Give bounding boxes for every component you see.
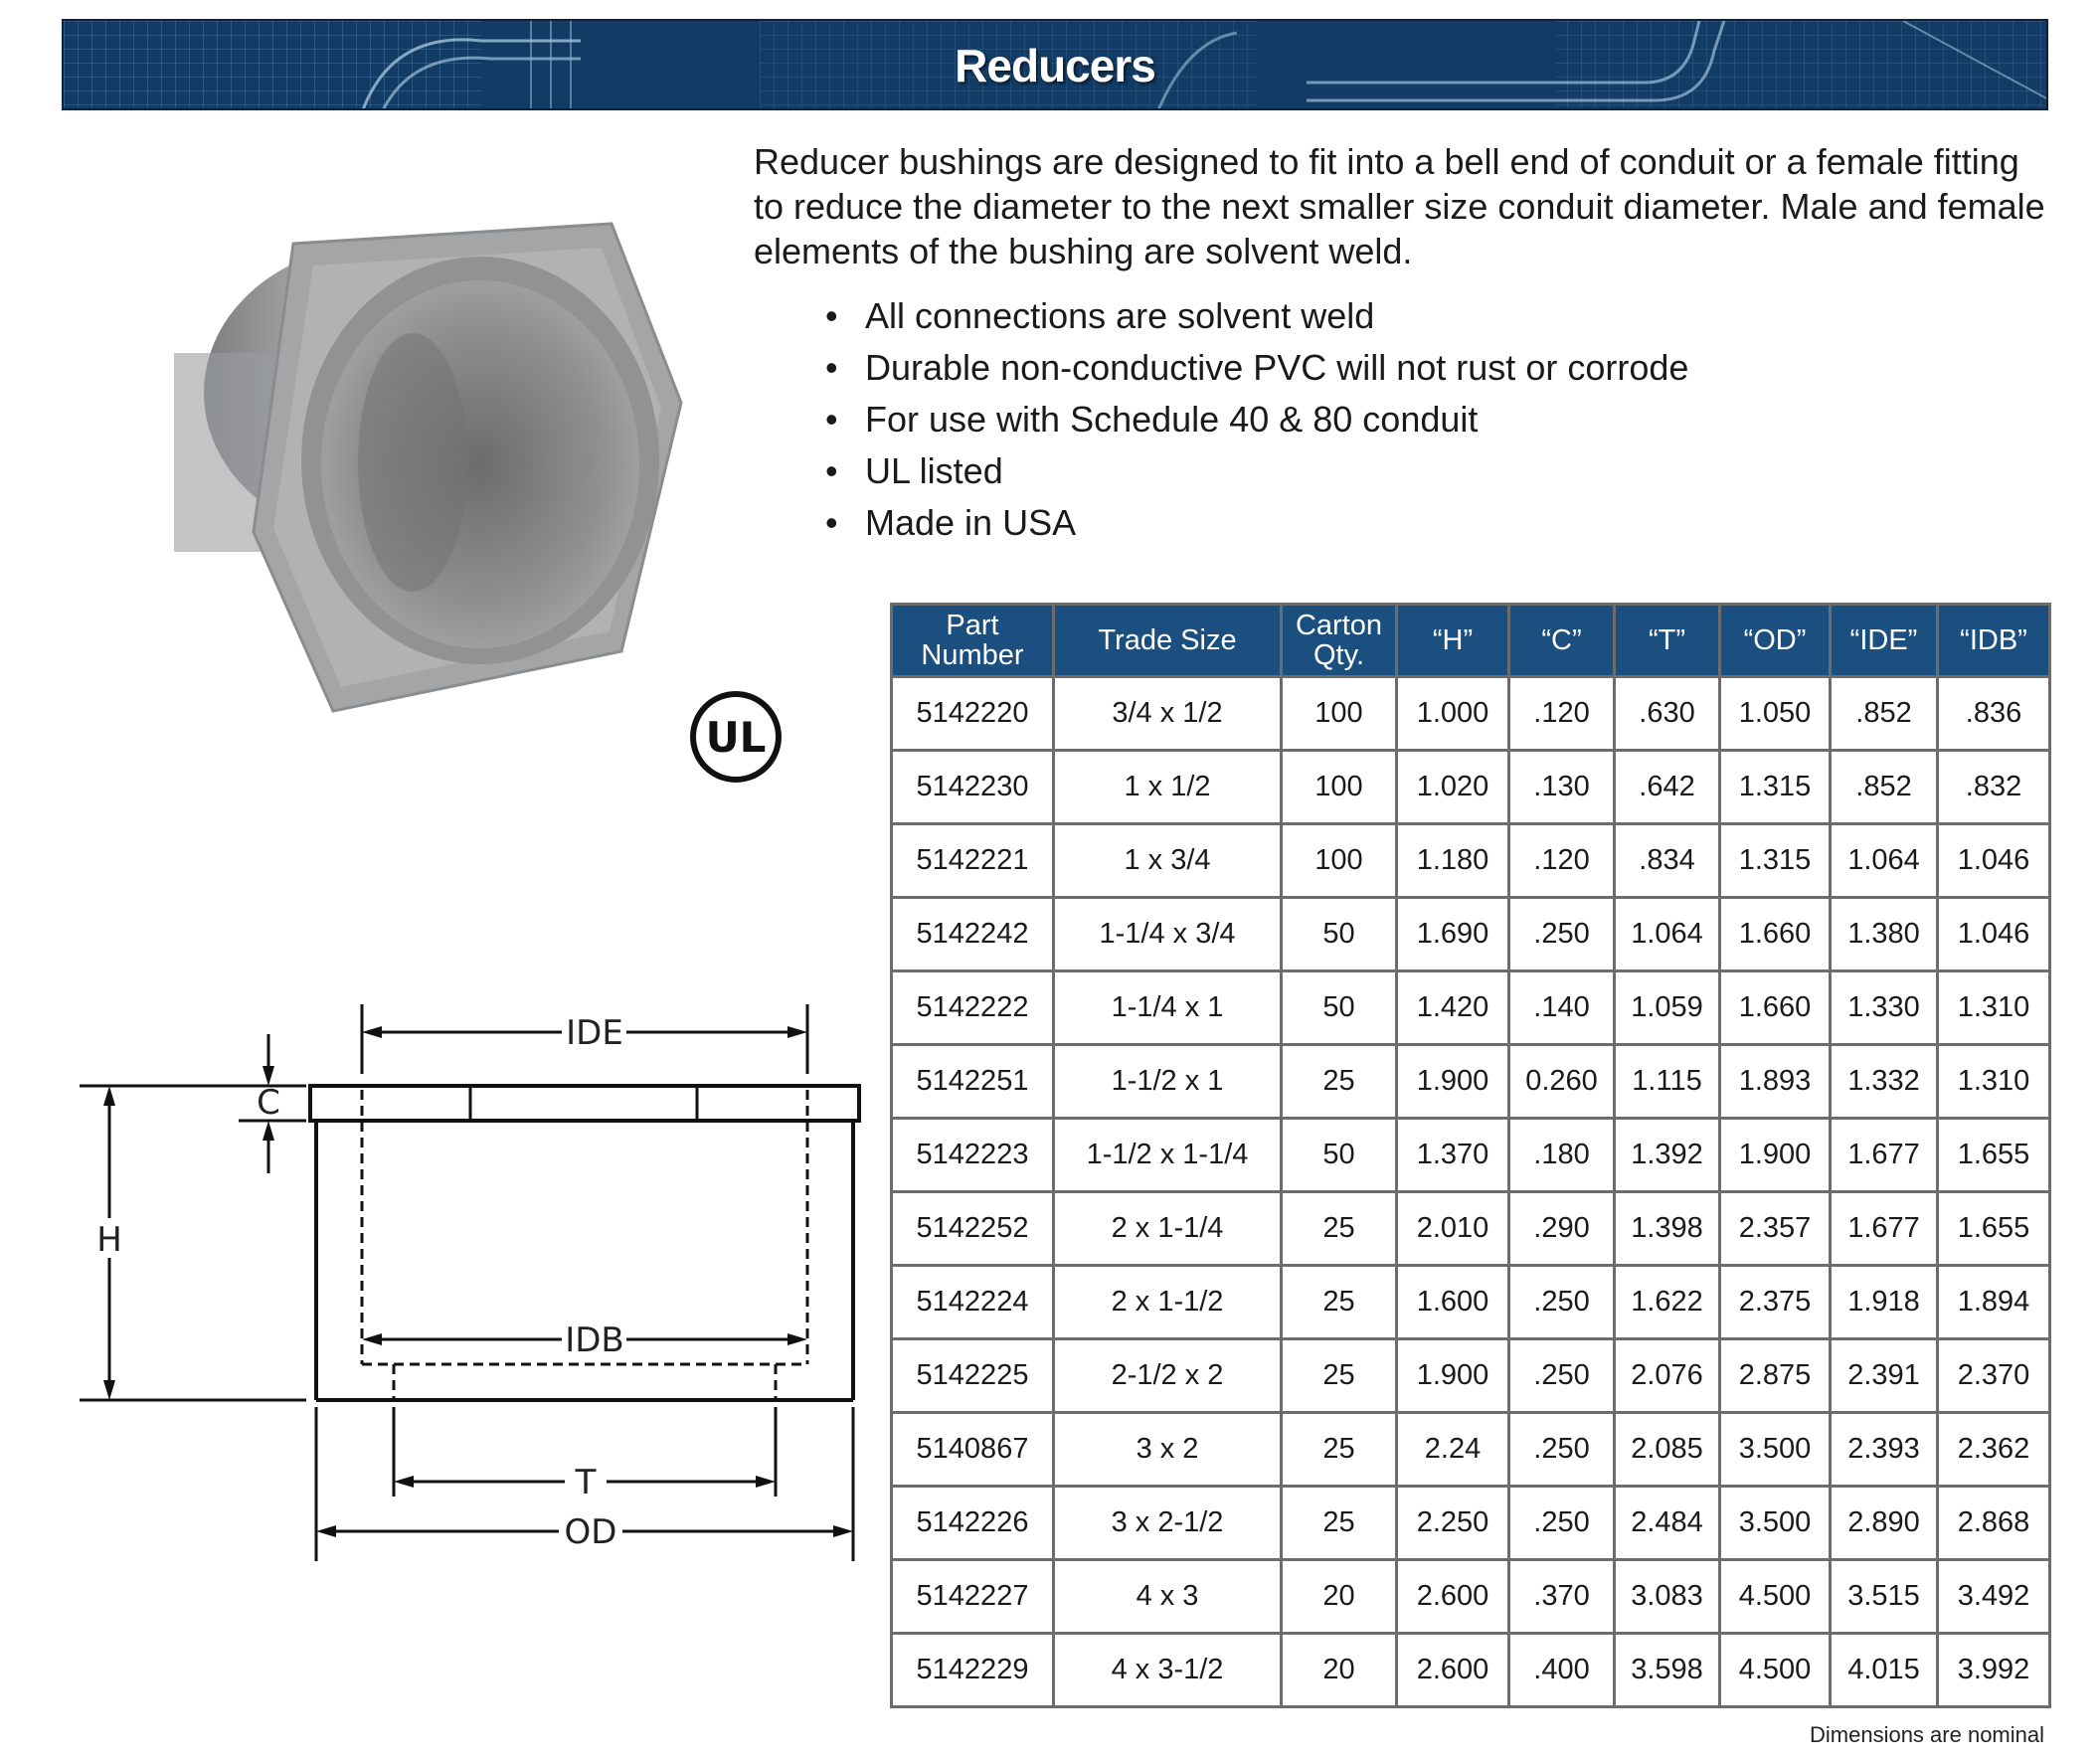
table-cell: 2.076: [1615, 1339, 1720, 1413]
c-label: C: [257, 1083, 280, 1123]
table-cell: 5142224: [892, 1266, 1054, 1339]
table-cell: 1.000: [1397, 677, 1509, 751]
feature-item: • For use with Schedule 40 & 80 conduit: [825, 394, 1688, 445]
table-cell: .370: [1509, 1560, 1615, 1634]
table-cell: 1.046: [1938, 898, 2050, 971]
table-cell: 1.398: [1615, 1192, 1720, 1266]
table-cell: 1.894: [1938, 1266, 2050, 1339]
table-cell: 1-1/4 x 1: [1054, 971, 1282, 1045]
table-cell: 4.500: [1720, 1560, 1831, 1634]
table-cell: 1.050: [1720, 677, 1831, 751]
table-cell: .180: [1509, 1119, 1615, 1192]
table-cell: 2.600: [1397, 1560, 1509, 1634]
table-cell: 2.24: [1397, 1413, 1509, 1487]
table-cell: 1.600: [1397, 1266, 1509, 1339]
table-cell: 25: [1282, 1487, 1397, 1560]
table-body: [892, 677, 2050, 1707]
table-cell: 5142251: [892, 1045, 1054, 1119]
table-cell: 5142222: [892, 971, 1054, 1045]
table-cell: 50: [1282, 898, 1397, 971]
table-cell: 1.655: [1938, 1192, 2050, 1266]
table-cell: 1.315: [1720, 824, 1831, 898]
table-cell: 1.900: [1397, 1339, 1509, 1413]
table-cell: 4.015: [1831, 1634, 1938, 1707]
column-header: “IDB”: [1938, 605, 2050, 677]
table-cell: 3.083: [1615, 1560, 1720, 1634]
table-row: [892, 1192, 2050, 1266]
column-header: “C”: [1509, 605, 1615, 677]
table-cell: 25: [1282, 1413, 1397, 1487]
table-cell: 3.500: [1720, 1413, 1831, 1487]
dimension-diagram: [70, 994, 865, 1591]
table-cell: .630: [1615, 677, 1720, 751]
table-cell: 2.391: [1831, 1339, 1938, 1413]
table-cell: .120: [1509, 677, 1615, 751]
table-header-row: [892, 605, 2050, 677]
feature-item: • Durable non-conductive PVC will not rust or corrode: [825, 342, 1688, 394]
table-cell: 2 x 1-1/4: [1054, 1192, 1282, 1266]
table-cell: 2.357: [1720, 1192, 1831, 1266]
h-label: H: [96, 1220, 122, 1260]
table-cell: .250: [1509, 1487, 1615, 1560]
table-cell: 2.010: [1397, 1192, 1509, 1266]
table-cell: 1.046: [1938, 824, 2050, 898]
table-cell: 5142225: [892, 1339, 1054, 1413]
table-cell: 20: [1282, 1560, 1397, 1634]
table-cell: .130: [1509, 751, 1615, 824]
table-cell: 1.332: [1831, 1045, 1938, 1119]
table-cell: .290: [1509, 1192, 1615, 1266]
table-row: [892, 1487, 2050, 1560]
table-cell: 2.393: [1831, 1413, 1938, 1487]
table-cell: .250: [1509, 1266, 1615, 1339]
table-cell: 1.059: [1615, 971, 1720, 1045]
table-row: [892, 824, 2050, 898]
table-row: [892, 971, 2050, 1045]
table-cell: 1.064: [1831, 824, 1938, 898]
table-row: [892, 1339, 2050, 1413]
table-cell: .250: [1509, 1413, 1615, 1487]
table-cell: 1 x 3/4: [1054, 824, 1282, 898]
table-cell: 2.875: [1720, 1339, 1831, 1413]
table-cell: 3.500: [1720, 1487, 1831, 1560]
table-cell: 1.180: [1397, 824, 1509, 898]
table-cell: 2.375: [1720, 1266, 1831, 1339]
table-cell: 100: [1282, 824, 1397, 898]
table-cell: 1.420: [1397, 971, 1509, 1045]
dimensions-note: Dimensions are nominal: [1810, 1722, 2044, 1747]
table-cell: 5142221: [892, 824, 1054, 898]
table-cell: 3.515: [1831, 1560, 1938, 1634]
table-cell: 25: [1282, 1339, 1397, 1413]
table-row: [892, 898, 2050, 971]
table-cell: 20: [1282, 1634, 1397, 1707]
table-cell: 4 x 3-1/2: [1054, 1634, 1282, 1707]
table-cell: 3/4 x 1/2: [1054, 677, 1282, 751]
table-cell: 1-1/2 x 1-1/4: [1054, 1119, 1282, 1192]
table-cell: 1.315: [1720, 751, 1831, 824]
column-header: “H”: [1397, 605, 1509, 677]
table-cell: 5142226: [892, 1487, 1054, 1560]
table-row: [892, 1045, 2050, 1119]
table-cell: .832: [1938, 751, 2050, 824]
table-cell: 2-1/2 x 2: [1054, 1339, 1282, 1413]
table-cell: 3 x 2: [1054, 1413, 1282, 1487]
table-cell: 2.370: [1938, 1339, 2050, 1413]
table-cell: 1-1/4 x 3/4: [1054, 898, 1282, 971]
ul-logo: [688, 689, 784, 785]
table-cell: 50: [1282, 1119, 1397, 1192]
table-cell: 1.115: [1615, 1045, 1720, 1119]
table-cell: 1.900: [1397, 1045, 1509, 1119]
table-cell: 100: [1282, 751, 1397, 824]
t-label: T: [575, 1463, 597, 1502]
feature-item: • UL listed: [825, 445, 1688, 497]
table-cell: 2.600: [1397, 1634, 1509, 1707]
page-banner: [62, 19, 2048, 110]
table-row: [892, 1560, 2050, 1634]
table-cell: 5142230: [892, 751, 1054, 824]
od-label: OD: [564, 1512, 617, 1552]
table-cell: 2.362: [1938, 1413, 2050, 1487]
table-row: [892, 751, 2050, 824]
table-cell: 1.330: [1831, 971, 1938, 1045]
table-cell: 25: [1282, 1045, 1397, 1119]
table-cell: 100: [1282, 677, 1397, 751]
table-cell: .120: [1509, 824, 1615, 898]
table-cell: 1.900: [1720, 1119, 1831, 1192]
column-header: “OD”: [1720, 605, 1831, 677]
table-cell: 3.492: [1938, 1560, 2050, 1634]
table-cell: 1.655: [1938, 1119, 2050, 1192]
table-cell: 2.868: [1938, 1487, 2050, 1560]
table-cell: 3 x 2-1/2: [1054, 1487, 1282, 1560]
table-cell: .250: [1509, 1339, 1615, 1413]
page-title: Reducers: [955, 40, 1155, 91]
product-description: Reducer bushings are designed to fit into a bell end of conduit or a female fitting to reduce the diameter to the next smaller size conduit diameter. Male and female elements of the bushing are solvent weld.: [754, 141, 2045, 271]
table-cell: 1 x 1/2: [1054, 751, 1282, 824]
feature-item: • Made in USA: [825, 497, 1688, 549]
table-cell: .140: [1509, 971, 1615, 1045]
table-cell: 25: [1282, 1192, 1397, 1266]
table-row: [892, 1413, 2050, 1487]
table-cell: 1.020: [1397, 751, 1509, 824]
table-cell: 1.677: [1831, 1192, 1938, 1266]
column-header: Carton Qty.: [1282, 605, 1397, 677]
table-cell: .834: [1615, 824, 1720, 898]
table-cell: 2 x 1-1/2: [1054, 1266, 1282, 1339]
table-cell: .852: [1831, 751, 1938, 824]
table-cell: 1.660: [1720, 971, 1831, 1045]
table-cell: 1.370: [1397, 1119, 1509, 1192]
table-cell: 4 x 3: [1054, 1560, 1282, 1634]
table-cell: 3.992: [1938, 1634, 2050, 1707]
table-row: [892, 1266, 2050, 1339]
idb-label: IDB: [565, 1321, 624, 1360]
table-cell: 2.890: [1831, 1487, 1938, 1560]
table-cell: 5142229: [892, 1634, 1054, 1707]
table-cell: 5142223: [892, 1119, 1054, 1192]
table-cell: 5142220: [892, 677, 1054, 751]
ide-label: IDE: [566, 1013, 623, 1053]
table-cell: 4.500: [1720, 1634, 1831, 1707]
table-cell: 1.310: [1938, 971, 2050, 1045]
table-cell: 1.064: [1615, 898, 1720, 971]
column-header: Trade Size: [1054, 605, 1282, 677]
table-cell: 1-1/2 x 1: [1054, 1045, 1282, 1119]
feature-item: • All connections are solvent weld: [825, 290, 1688, 342]
feature-list: [825, 290, 1688, 549]
table-cell: 1.380: [1831, 898, 1938, 971]
table-cell: 2.085: [1615, 1413, 1720, 1487]
table-cell: 0.260: [1509, 1045, 1615, 1119]
table-cell: .250: [1509, 898, 1615, 971]
table-cell: .836: [1938, 677, 2050, 751]
table-cell: 1.893: [1720, 1045, 1831, 1119]
table-cell: 1.622: [1615, 1266, 1720, 1339]
product-photo: [164, 204, 701, 731]
table-cell: 5142252: [892, 1192, 1054, 1266]
column-header: “IDE”: [1831, 605, 1938, 677]
dimensions-table: [890, 603, 2051, 1708]
column-header: “T”: [1615, 605, 1720, 677]
table-cell: 1.310: [1938, 1045, 2050, 1119]
table-cell: 1.690: [1397, 898, 1509, 971]
table-cell: 5140867: [892, 1413, 1054, 1487]
table-row: [892, 1119, 2050, 1192]
table-cell: 3.598: [1615, 1634, 1720, 1707]
table-cell: 5142242: [892, 898, 1054, 971]
table-cell: 1.677: [1831, 1119, 1938, 1192]
table-row: [892, 677, 2050, 751]
table-cell: 2.484: [1615, 1487, 1720, 1560]
table-cell: 25: [1282, 1266, 1397, 1339]
table-cell: 2.250: [1397, 1487, 1509, 1560]
table-cell: 1.660: [1720, 898, 1831, 971]
table-row: [892, 1634, 2050, 1707]
table-cell: .642: [1615, 751, 1720, 824]
table-cell: 1.392: [1615, 1119, 1720, 1192]
column-header: Part Number: [892, 605, 1054, 677]
ul-logo-text: UL: [705, 713, 767, 762]
table-cell: 50: [1282, 971, 1397, 1045]
table-cell: 1.918: [1831, 1266, 1938, 1339]
table-cell: .852: [1831, 677, 1938, 751]
table-cell: 5142227: [892, 1560, 1054, 1634]
table-cell: .400: [1509, 1634, 1615, 1707]
